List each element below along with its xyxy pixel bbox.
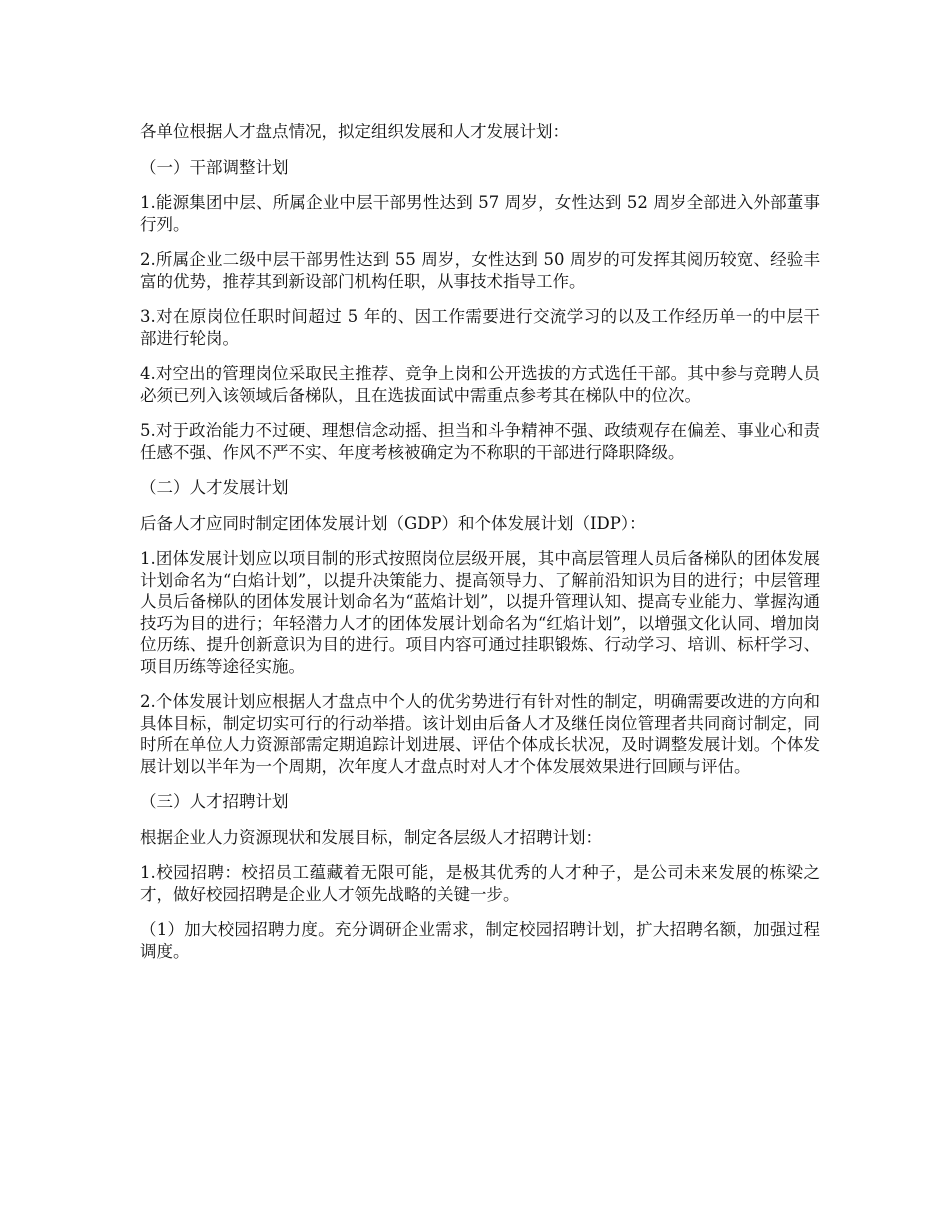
paragraph: 2.所属企业二级中层干部男性达到 55 周岁，女性达到 50 周岁的可发挥其阅历较宽、经验丰富的优势，推荐其到新设部门机构任职，从事技术指导工作。 <box>140 250 820 291</box>
paragraph: 5.对于政治能力不过硬、理想信念动摇、担当和斗争精神不强、政绩观存在偏差、事业心和责任感不强、作风不严不实、年度考核被确定为不称职的干部进行降职降级。 <box>140 421 820 462</box>
paragraph: （1）加大校园招聘力度。充分调研企业需求，制定校园招聘计划，扩大招聘名额，加强过程调度。 <box>140 920 820 961</box>
paragraph: 1.能源集团中层、所属企业中层干部男性达到 57 周岁，女性达到 52 周岁全部进入外部董事行列。 <box>140 193 820 234</box>
intro-paragraph: 各单位根据人才盘点情况，拟定组织发展和人才发展计划： <box>140 122 569 141</box>
section-heading-talent-recruitment: （三）人才招聘计划 <box>140 792 289 811</box>
paragraph: 2.个体发展计划应根据人才盘点中个人的优劣势进行有针对性的制定，明确需要改进的方向和具体目标，制定切实可行的行动举措。该计划由后备人才及继任岗位管理者共同商讨制定，同时所在单位人力资源部需定期追踪计划进展、评估个体成长状况，及时调整发展计划。个体发展计划以半年为一个周期，次年度人才盘点时对人才个体发展效果进行回顾与评估。 <box>140 692 820 776</box>
paragraph: 1.团体发展计划应以项目制的形式按照岗位层级开展，其中高层管理人员后备梯队的团体发展计划命名为“白焰计划”，以提升决策能力、提高领导力、了解前沿知识为目的进行；中层管理人员后备梯队的团体发展计划命名为“蓝焰计划”，以提升管理认知、提高专业能力、掌握沟通技巧为目的进行；年轻潜力人才的团体发展计划命名为“红焰计划”，以增强文化认同、增加岗位历练、提升创新意识为目的进行。项目内容可通过挂职锻炼、行动学习、培训、标杆学习、项目历练等途径实施。 <box>140 549 820 676</box>
paragraph: 根据企业人力资源现状和发展目标，制定各层级人才招聘计划： <box>140 827 602 847</box>
paragraph: 3.对在原岗位任职时间超过 5 年的、因工作需要进行交流学习的以及工作经历单一的中层干部进行轮岗。 <box>140 307 820 348</box>
paragraph: 4.对空出的管理岗位采取民主推荐、竞争上岗和公开选拔的方式选任干部。其中参与竞聘人员必须已列入该领域后备梯队，且在选拔面试中需重点参考其在梯队中的位次。 <box>140 364 820 405</box>
paragraph: 后备人才应同时制定团体发展计划（GDP）和个体发展计划（IDP）： <box>140 513 646 533</box>
document-body <box>140 121 820 976</box>
section-heading-talent-development: （二）人才发展计划 <box>140 478 289 497</box>
section-heading-cadre-adjustment: （一）干部调整计划 <box>140 157 289 177</box>
paragraph: 1.校园招聘：校招员工蕴藏着无限可能，是极其优秀的人才种子，是公司未来发展的栋梁之才，做好校园招聘是企业人才领先战略的关键一步。 <box>140 863 820 904</box>
